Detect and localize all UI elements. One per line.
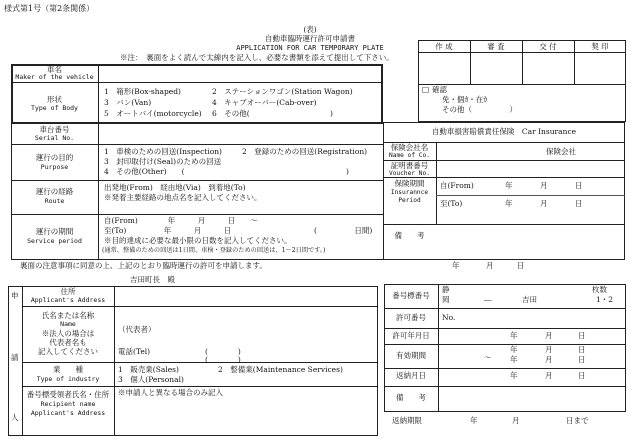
industry-personal[interactable]: 3 個人(Personal) (118, 375, 184, 384)
applicant-name-field[interactable] (116, 308, 376, 324)
period-note-2: (通常、整備のための回送は1日間、車検・登録のための回送は、1〜2日間です。) (102, 247, 326, 254)
insurance-period-label-en2: Period (398, 197, 421, 204)
office-col-review: 審 査 (487, 42, 505, 51)
plate-dash: ― (484, 295, 492, 304)
plate-prefecture: 静 (442, 285, 450, 294)
form-note: ※注： 裏面をよく読んで太線内を記入し、必要な書類を添えて提出して下さい。 (120, 53, 394, 62)
voucher-label: 証明書番号 (390, 161, 429, 170)
route-header: 出発地(From) 経由地(Via) 到着地(To) (104, 183, 246, 192)
recipient-field[interactable] (116, 400, 376, 434)
agreement-text: 裏面の注意事項に同意の上、上記のとおり臨時運行の許可を申請します。 (20, 261, 267, 270)
vehicle-name-field[interactable] (100, 66, 380, 80)
office-col-seal: 契 印 (591, 42, 609, 51)
representative-label: （代表者） (118, 325, 156, 334)
applicant-side-2: 請 (11, 353, 19, 362)
issue-remarks-label: 備 考 (396, 393, 426, 402)
valid-from-day[interactable]: 日 (578, 345, 586, 354)
return-deadline-until: 日まで (566, 416, 589, 425)
insurance-to-year[interactable]: 年 (505, 199, 513, 208)
form-title-en: APPLICATION FOR CAR TEMPORARY PLATE (236, 44, 384, 52)
body-type-label: 形状 (47, 95, 62, 104)
body-type-box[interactable]: 1 箱形(Box-shaped) (104, 87, 181, 96)
period-label-en: Service period (27, 237, 82, 245)
valid-to-day[interactable]: 日 (578, 355, 586, 364)
insurance-from-year[interactable]: 年 (505, 181, 513, 190)
valid-from-month[interactable]: 月 (545, 345, 553, 354)
voucher-field[interactable] (438, 162, 623, 176)
industry-label: 業 種 (53, 365, 83, 374)
permit-date-month[interactable]: 月 (545, 331, 553, 340)
issue-remarks-field[interactable] (440, 388, 624, 410)
agreement-day[interactable]: 日 (517, 261, 525, 270)
form-title-ja: 自動車臨時運行許可申請書 (265, 34, 355, 43)
insurance-from-month[interactable]: 月 (540, 181, 548, 190)
purpose-other-close: ) (346, 167, 349, 176)
vehicle-name-label: 車名 (47, 65, 62, 74)
industry-sales[interactable]: 1 販売業(Sales) (118, 365, 179, 374)
return-deadline-label: 返納期限 (392, 416, 422, 425)
kakunin-items: 免・個ｶ・在ｶ (442, 95, 487, 104)
applicant-name-label-en: Name (60, 320, 76, 328)
body-type-other[interactable]: 6 その他( (212, 109, 250, 118)
return-date-year[interactable]: 年 (510, 371, 518, 380)
applicant-address-label: 住所 (60, 287, 76, 296)
insurance-period-label-en1: Insurannce (390, 189, 429, 196)
recipient-label: 番号標受領者氏名・住所 (26, 390, 110, 399)
insurance-to-day[interactable]: 日 (575, 199, 583, 208)
insurance-company-label-en: Name of Co. (389, 152, 430, 159)
tel-area-code[interactable]: ( ) (205, 347, 241, 356)
office-col-create: 作 成 (435, 42, 453, 51)
kakunin-other: その他（ ） (442, 105, 517, 114)
insurance-to-label: 至(To) (440, 199, 463, 208)
plate-count[interactable]: 1・2 (596, 295, 614, 304)
serial-label-en: Serial No. (34, 134, 75, 142)
office-col-issue: 交 付 (539, 42, 557, 51)
valid-tilde: 〜 (484, 353, 492, 362)
purpose-label-en: Purpose (40, 163, 69, 171)
return-deadline-year[interactable]: 年 (470, 416, 478, 425)
applicant-side-1: 申 (11, 291, 19, 300)
plate-prefecture-2: 岡 (442, 295, 450, 304)
kakunin-checkbox[interactable]: □ (422, 85, 430, 94)
return-deadline-month[interactable]: 月 (512, 416, 520, 425)
route-label-en: Route (44, 197, 65, 205)
voucher-label-en: Voucher No. (389, 170, 430, 177)
period-label: 運行の期間 (35, 227, 74, 236)
permit-date-day[interactable]: 日 (578, 331, 586, 340)
serial-field[interactable] (100, 126, 380, 142)
agreement-month[interactable]: 月 (486, 261, 494, 270)
permit-number-label: 許可番号 (396, 313, 426, 322)
recipient-label-en-1: Recipient name (40, 400, 96, 408)
permit-date-label: 許可年月日 (392, 331, 430, 340)
industry-label-en: Type of industry (36, 375, 100, 383)
return-date-day[interactable]: 日 (578, 371, 586, 380)
serial-label: 車台番号 (39, 125, 70, 134)
tel-label: 電話(Tel) (118, 347, 151, 356)
period-days[interactable]: ( 日間) (314, 226, 373, 235)
insurance-period-label: 保険期間 (394, 179, 425, 188)
valid-to-year[interactable]: 年 (510, 355, 518, 364)
route-label: 運行の経路 (35, 187, 74, 196)
plate-number-label: 番号標番号 (392, 291, 430, 300)
body-type-cab-over[interactable]: 4 キャブオーバー(Cab-over) (212, 98, 317, 107)
agreement-year[interactable]: 年 (452, 261, 460, 270)
front-side-label: (表) (303, 25, 317, 34)
insurance-company-suffix: 保険会社 (546, 147, 576, 156)
route-note: ※発着主要経路の地点名を記入してください。 (104, 193, 262, 202)
return-date-label: 返納月日 (396, 371, 426, 380)
insurance-from-label: 自(From) (440, 181, 474, 190)
plate-city: 吉田 (522, 295, 537, 304)
valid-to-month[interactable]: 月 (545, 355, 553, 364)
tel-number[interactable]: ( ) (205, 355, 241, 364)
vehicle-name-label-en: Maker of the vehicle (15, 73, 94, 81)
insurance-to-month[interactable]: 月 (540, 199, 548, 208)
body-type-station-wagon[interactable]: 2 ステーションワゴン(Station Wagon) (212, 87, 353, 96)
valid-from-year[interactable]: 年 (510, 345, 518, 354)
period-from[interactable]: 自(From) 年 月 日 〜 (104, 216, 258, 225)
plate-count-label: 枚数 (592, 285, 607, 294)
applicant-name-note-2: 代表者名も (49, 338, 87, 347)
applicant-name-note-3: 記入してください (38, 347, 98, 356)
kakunin-label: 確認 (432, 85, 447, 94)
route-field[interactable] (100, 204, 380, 213)
insurance-from-day[interactable]: 日 (575, 181, 583, 190)
applicant-side-3: 人 (11, 413, 19, 422)
industry-maintenance[interactable]: 2 整備業(Maintenance Services) (218, 365, 343, 374)
body-type-label-en: Type of Body (31, 104, 78, 112)
insurance-remarks-field[interactable] (438, 226, 623, 258)
insurance-remarks-label: 備 考 (394, 231, 425, 240)
body-type-other-close: ) (330, 109, 333, 118)
insurance-title: 自動車損害賠償責任保険 Car Insurance (431, 127, 577, 136)
body-type-motorcycle[interactable]: 5 オートバイ(motorcycle) (104, 109, 202, 118)
purpose-inspection[interactable]: 1 車検のための回送(Inspection) (104, 147, 222, 156)
purpose-registration[interactable]: 2 登録のための回送(Registration) (242, 147, 368, 156)
form-number: 様式第1号（第2条関係） (4, 4, 95, 13)
applicant-address-label-en: Applicant's Address (30, 296, 106, 304)
period-note-1: ※目的達成に必要な最小限の日数を記入してください。 (104, 236, 292, 245)
permit-number[interactable]: No. (442, 313, 456, 322)
insurance-company-label: 保険会社名 (390, 143, 429, 152)
applicant-name-label: 氏名または名称 (41, 311, 95, 320)
permit-date-year[interactable]: 年 (510, 331, 518, 340)
purpose-seal[interactable]: 3 封印取付け(Seal)のための回送 (104, 157, 222, 166)
body-type-van[interactable]: 3 バン(Van) (104, 98, 152, 107)
insurance-company-field[interactable] (438, 144, 544, 159)
addressee: 吉田町長 殿 (130, 275, 175, 284)
recipient-label-en-2: Applicant's Address (30, 409, 106, 417)
return-date-month[interactable]: 月 (545, 371, 553, 380)
applicant-name-note-1: ※法人の場合は (41, 329, 95, 338)
applicant-address-field[interactable] (116, 288, 376, 304)
recipient-note: ※申請人と異なる場合のみ記入 (118, 388, 223, 397)
period-to[interactable]: 至(To) 年 月 日 (104, 226, 232, 235)
purpose-label: 運行の目的 (35, 153, 74, 162)
purpose-other[interactable]: 4 その他(Other) ( (104, 167, 185, 176)
valid-period-label: 有効期間 (396, 351, 426, 360)
